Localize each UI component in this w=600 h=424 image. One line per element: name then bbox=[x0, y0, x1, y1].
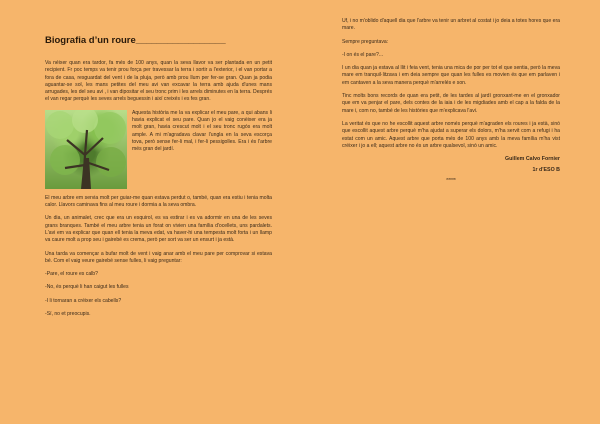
paragraph-6: Uf, i no m'oblido d'aquell dia que l'arbre va tenir un arbret al costat i jo deia a totes hores que era mare. bbox=[342, 18, 560, 32]
right-page bbox=[300, 0, 600, 424]
image-paragraph bbox=[45, 110, 272, 189]
paragraph-4: Un dia, un animalet, crec que era un esquirol, es va estirar i es va adormir en una de les seves grans branques. També el meu arbre tenia un forat on vivien una família d'ocellets, uns pardalets. L'avi em va explicar que quan ell tenia la meva edat, va haver-hi una tempesta molt forta i un llamp va caure molt a prop seu i gairebé es crema, però per sort va ser un ensurt i ja està. bbox=[45, 215, 272, 244]
dialogue-line-1: -Pare, el roure es calb? bbox=[45, 271, 98, 278]
paragraph-5: Una tarda va començar a bufar molt de vent i vaig anar amb el meu pare per comprovar si estava bé. Com el vaig veure gairebé sense fulles, li vaig preguntar: bbox=[45, 250, 272, 264]
dialogue-line-3: -I li tornaran a créixer els cabells? bbox=[45, 297, 122, 304]
paragraph-9: I un dia quan ja estava al llit i feia vent, tenia una mica de por per tot el que sentia, però la meva mare em tranquil·litzava i em deia sempre que quan les fulles es movien és que em parlaven i em cantaven a la seva manera perquè m'arrelés e son. bbox=[342, 65, 560, 86]
paragraph-1: Va néixer quan era tardor, fa més de 100 anys, quan la seva llavor va ser plantada en un petit recipient. Fr poc temps va tenir prou força per travessar la terra i sortir a l'exterior, i el van portar a fora de casa, resguardat del vent i de la pluja, però amb prou llum per fer-se gran. Quan ja podia aguantar-se sol, les mans petites del meu avi van excavar la terra amb ajuda d'unes mans arrugades, les del seu avi , i van dipositar el seu tronc prim i les arrels diminutes en la terra. Després el van regar perquè les seves arrels beguessin i així creixés i es fes gran. bbox=[45, 60, 272, 103]
paragraph-3: El meu arbre em servia molt per guiar-me quan estava perdut o, també, quan era estiu i tenia molta calor. Llavors caminava fins al meu roure i dormia a la seva ombra. bbox=[45, 194, 272, 209]
paragraph-8: -I on és el pare?... bbox=[342, 51, 384, 58]
paragraph-2: Aquesta història me la va explicar el meu pare, a qui abans li havia explicat el seu pare. Quan jo el vaig conèixer era ja molt gran, havia crescut molt i el seu tronc rugós era molt ample. A mi m'agradava clavar l'ungla en la seva escorça tova, però sense fer-li mal, i fer-li pessigolles. Era i és l'arbre més gran del jardí. bbox=[132, 109, 272, 153]
tree-photo bbox=[45, 110, 127, 189]
dialogue-line-2: -No, és perquè li han caigut les fulles bbox=[45, 284, 129, 291]
author-name: Guillem Calvo Fornier bbox=[504, 156, 560, 163]
paragraph-10: Tinc molts bons records de quan era petit, de les tardes al jardí gronxant-me en el gronxador que em va penjar el pare, dels contes de la iaia i de les migdiades amb el cap a la falda de la mare i, com no, també de les històries que m'explicava l'avi. bbox=[342, 93, 560, 114]
end-stars: ***** bbox=[446, 178, 456, 185]
paragraph-11: La veritat és que no he escollit aquest arbre només perquè m'agraden els roures i ja està, sinó que escollit aquest arbre perquè m'ha ajudat a superar els dolors, m'ha servit com a refugi i ha estat com un amic. Aquest arbre que porta més de 100 anys amb la meva família m'ha vist créixer i jo a ell; aquest arbre no és un arbre qualsevol, sinó un amic. bbox=[342, 120, 560, 149]
dialogue-line-4: -Sí, no et preocupis. bbox=[45, 311, 91, 318]
page-title: Biografia d’un roure_________________ bbox=[45, 35, 226, 46]
author-class: 1r d'ESO B bbox=[532, 167, 560, 174]
paragraph-7: Sempre preguntava: bbox=[342, 38, 389, 45]
